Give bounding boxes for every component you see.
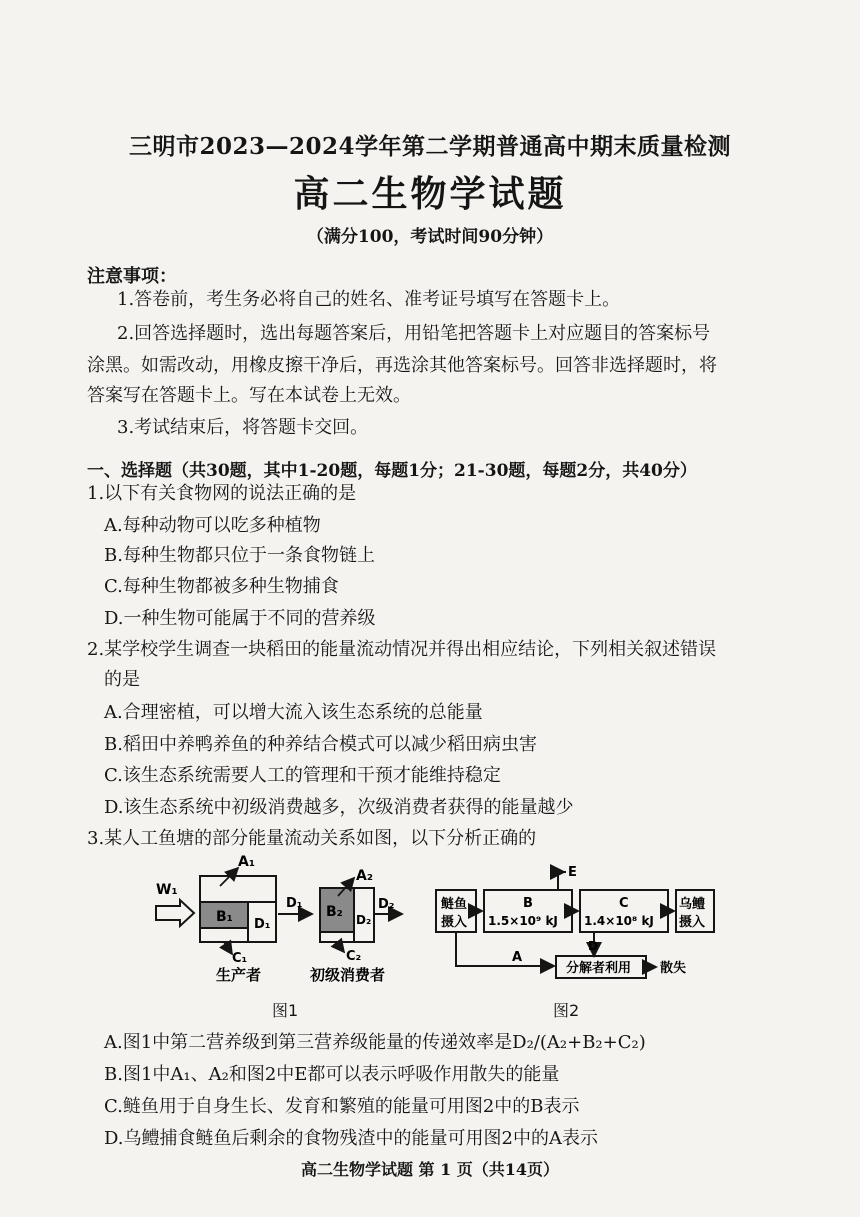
- decomposer-label: 分解者利用: [566, 961, 632, 976]
- question-3-option-d: D.乌鳢捕食鲢鱼后剩余的食物残渣中的能量可用图2中的A表示: [104, 1128, 598, 1149]
- c-label: C: [619, 896, 629, 911]
- c-value: 1.4×10⁸ kJ: [584, 914, 654, 928]
- section-heading: 一、选择题（共30题，其中1-20题，每题1分；21-30题，每题2分，共40分）: [87, 461, 697, 481]
- figure-2: [430, 852, 720, 992]
- c1-label: C₁: [232, 951, 248, 966]
- a1-label: A₁: [238, 854, 255, 870]
- figure-2-caption: 图2: [553, 1001, 580, 1020]
- note-text: 涂黑。如需改动，用橡皮擦干净后，再选涂其他答案标号。回答非选择题时，将: [87, 355, 717, 376]
- a-label: A: [512, 950, 523, 965]
- note-text: 2.回答选择题时，选出每题答案后，用铅笔把答题卡上对应题目的答案标号: [117, 323, 711, 344]
- c2-label: C₂: [346, 949, 362, 964]
- question-2-option-c: C.该生态系统需要人工的管理和干预才能维持稳定: [104, 765, 501, 786]
- question-1-option-b: B.每种生物都只位于一条食物链上: [104, 545, 375, 566]
- question-2-stem-cont: 的是: [104, 669, 140, 690]
- w1-label: W₁: [156, 882, 178, 898]
- page-footer: 高二生物学试题 第 1 页（共14页）: [300, 1160, 560, 1179]
- producer-label: 生产者: [216, 966, 262, 984]
- note-item: [87, 350, 787, 382]
- note-text: 1.答卷前，考生务必将自己的姓名、准考证号填写在答题卡上。: [117, 289, 621, 310]
- question-2-option-b: B.稻田中养鸭养鱼的种养结合模式可以减少稻田病虫害: [104, 734, 537, 755]
- note-item: [87, 284, 787, 316]
- box1-line2: 摄入: [441, 915, 468, 930]
- d1-label: D₁: [254, 917, 271, 932]
- question-1-stem: 1.以下有关食物网的说法正确的是: [87, 483, 357, 504]
- notes-title: 注意事项：: [87, 266, 177, 287]
- consumer-label: 初级消费者: [310, 966, 386, 984]
- b-label: B: [523, 896, 533, 911]
- exam-title: 高二生物学试题: [293, 173, 567, 215]
- b2-label: B₂: [326, 904, 343, 920]
- note-item: [87, 380, 787, 412]
- loss-label: 散失: [660, 961, 687, 976]
- b-value: 1.5×10⁹ kJ: [488, 914, 558, 928]
- note-item: [87, 412, 787, 444]
- box4-line2: 摄入: [679, 915, 706, 930]
- d2-inner-label: D₂: [356, 913, 372, 927]
- box1-line1: 鲢鱼: [441, 897, 468, 912]
- exam-header: 三明市2023—2024学年第二学期普通高中期末质量检测: [128, 133, 732, 160]
- question-2-stem: 2.某学校学生调查一块稻田的能量流动情况并得出相应结论，下列相关叙述错误: [87, 639, 717, 660]
- e-label: E: [568, 865, 577, 880]
- question-3-option-c: C.鲢鱼用于自身生长、发育和繁殖的能量可用图2中的B表示: [104, 1096, 580, 1117]
- question-3-stem: 3.某人工鱼塘的部分能量流动关系如图，以下分析正确的: [87, 828, 537, 849]
- question-3-option-b: B.图1中A₁、A₂和图2中E都可以表示呼吸作用散失的能量: [104, 1064, 560, 1085]
- note-text: 3.考试结束后，将答题卡交回。: [117, 417, 369, 438]
- figure-1: [150, 852, 420, 992]
- exam-info: （满分100，考试时间90分钟）: [306, 227, 554, 247]
- note-text: 答案写在答题卡上。写在本试卷上无效。: [87, 385, 411, 406]
- question-3-option-a: A.图1中第二营养级到第三营养级能量的传递效率是D₂/(A₂+B₂+C₂): [104, 1032, 646, 1053]
- question-1-option-d: D.一种生物可能属于不同的营养级: [104, 608, 376, 629]
- a2-label: A₂: [356, 868, 373, 884]
- question-1-option-c: C.每种生物都被多种生物捕食: [104, 576, 339, 597]
- d1-arrow-label: D₁: [286, 896, 303, 911]
- d-label: D: [588, 939, 598, 953]
- d2-arrow-label: D₂: [378, 897, 395, 912]
- note-item: [87, 318, 787, 350]
- b1-label: B₁: [216, 909, 233, 925]
- question-1-option-a: A.每种动物可以吃多种植物: [104, 515, 321, 536]
- input-arrow-icon: [156, 900, 194, 926]
- figure-1-caption: 图1: [272, 1001, 299, 1020]
- question-2-option-a: A.合理密植，可以增大流入该生态系统的总能量: [104, 702, 483, 723]
- question-2-option-d: D.该生态系统中初级消费越多，次级消费者获得的能量越少: [104, 797, 574, 818]
- box4-line1: 乌鳢: [679, 897, 706, 912]
